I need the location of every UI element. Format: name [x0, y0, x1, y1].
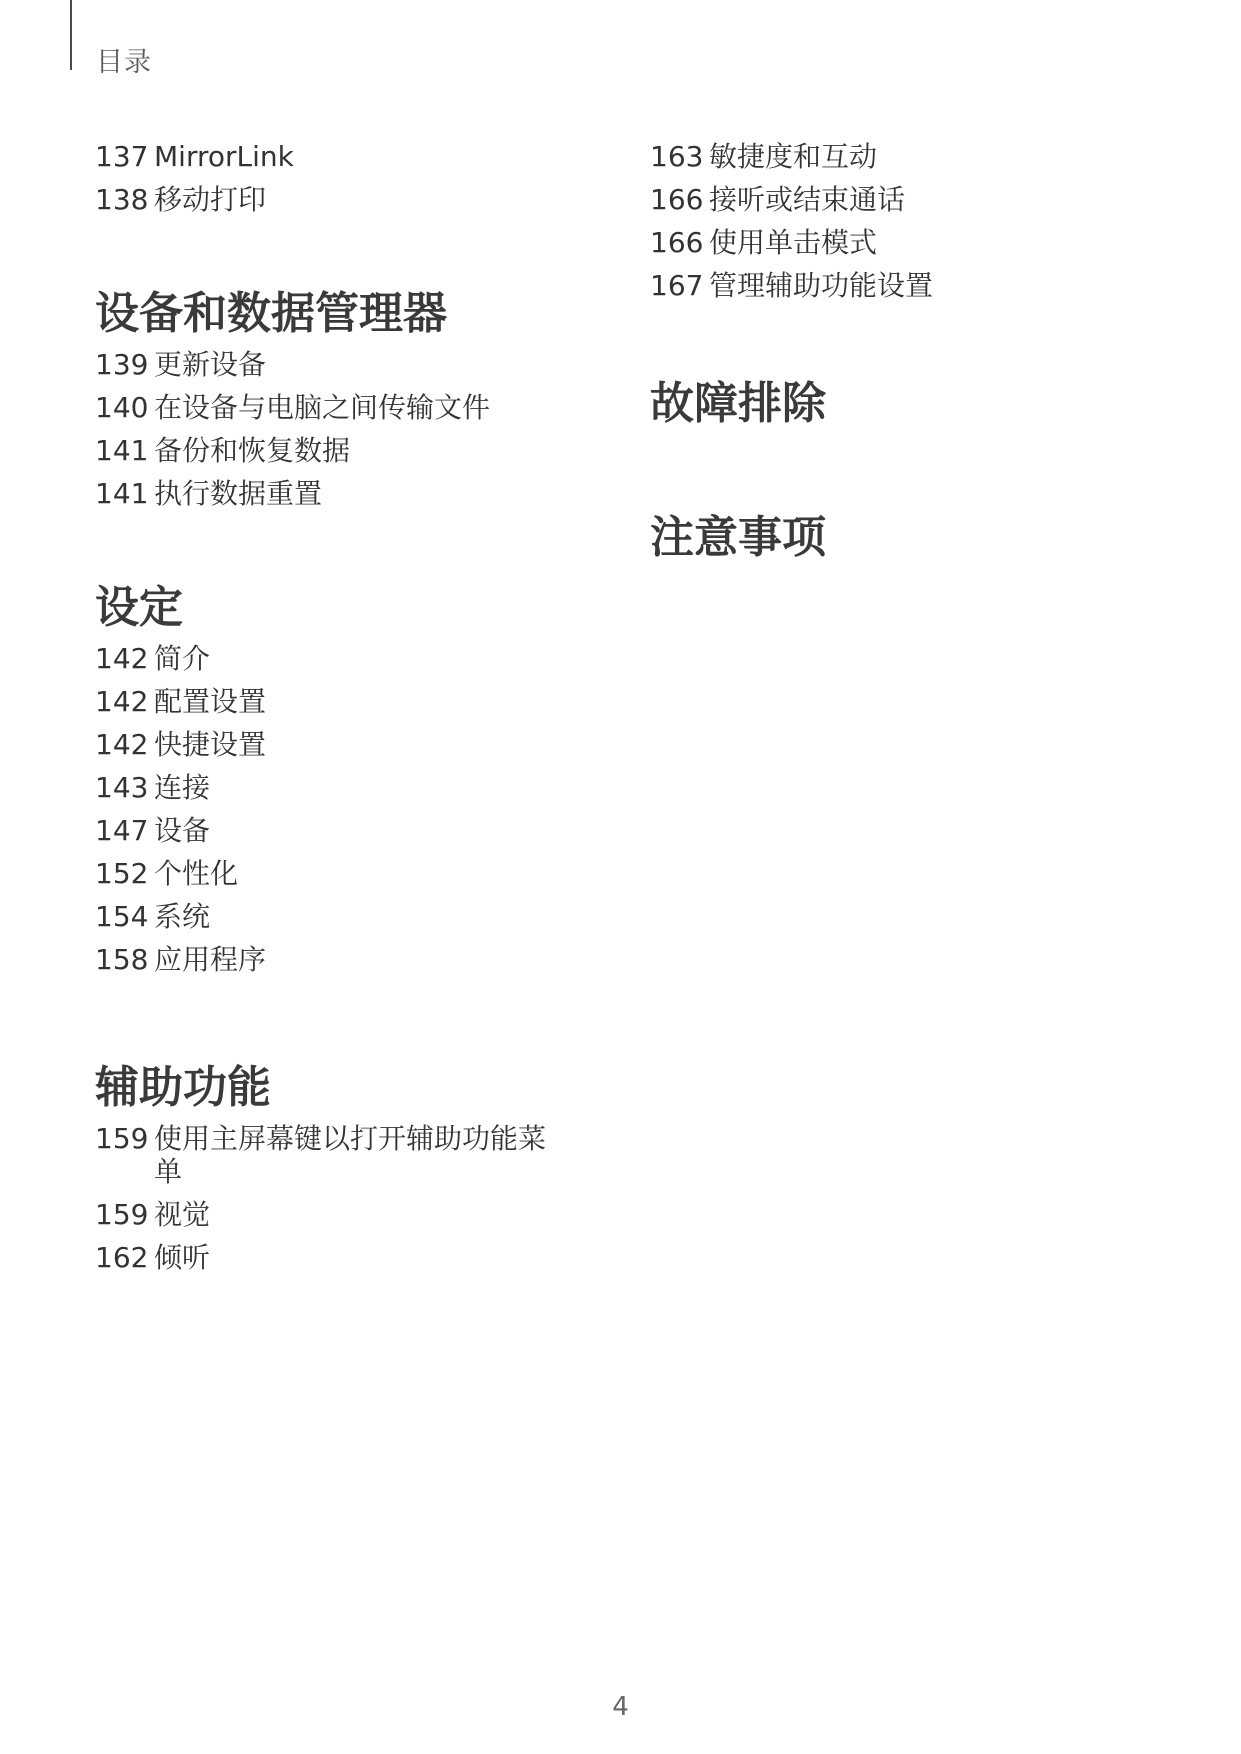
section-heading-accessibility[interactable]: 辅助功能 — [95, 1062, 271, 1113]
toc-entry-title: MirrorLink — [154, 140, 294, 173]
toc-entry-title: 执行数据重置 — [154, 477, 323, 510]
toc-entry-data-reset[interactable] — [95, 477, 615, 510]
toc-entry-title: 视觉 — [154, 1198, 211, 1231]
toc-entry-title: 配置设置 — [154, 685, 267, 718]
toc-page-number: 159 — [95, 1198, 149, 1231]
toc-entry-title: 系统 — [154, 900, 211, 933]
toc-entry-dexterity[interactable] — [650, 140, 1190, 173]
header-title: 目录 — [96, 47, 152, 78]
toc-entry-title: 管理辅助功能设置 — [709, 269, 934, 302]
toc-page-number: 158 — [95, 943, 149, 976]
toc-entry-title: 个性化 — [154, 857, 239, 890]
toc-page-number: 143 — [95, 771, 149, 804]
toc-entry-applications[interactable] — [95, 943, 615, 976]
toc-entry-hearing[interactable] — [95, 1241, 615, 1274]
toc-entry-title: 敏捷度和互动 — [709, 140, 878, 173]
toc-page-number: 152 — [95, 857, 149, 890]
toc-entry-answer-end-calls[interactable] — [650, 183, 1190, 216]
page-number: 4 — [612, 1692, 629, 1722]
toc-entry-home-key-accessibility[interactable] — [95, 1122, 565, 1188]
toc-page-number: 140 — [95, 391, 149, 424]
toc-entry-title: 倾听 — [154, 1241, 211, 1274]
toc-page-number: 162 — [95, 1241, 149, 1274]
toc-entry-title: 简介 — [154, 642, 211, 675]
toc-entry-mirrorlink[interactable] — [95, 140, 615, 173]
toc-page-number: 142 — [95, 728, 149, 761]
toc-page-number: 166 — [650, 183, 704, 216]
toc-left-column — [95, 140, 615, 1284]
toc-right-column — [650, 140, 1190, 566]
toc-entry-quick-settings[interactable] — [95, 728, 615, 761]
toc-entry-update-device[interactable] — [95, 348, 615, 381]
toc-entry-title: 更新设备 — [154, 348, 267, 381]
section-heading-device-data-manager[interactable]: 设备和数据管理器 — [95, 288, 447, 339]
toc-page-number: 141 — [95, 434, 149, 467]
toc-entry-title: 在设备与电脑之间传输文件 — [154, 391, 491, 424]
toc-entry-title: 快捷设置 — [154, 728, 267, 761]
toc-page-number: 139 — [95, 348, 149, 381]
toc-page-number: 137 — [95, 140, 149, 173]
toc-page-number: 159 — [95, 1122, 149, 1155]
toc-entry-title: 移动打印 — [154, 183, 267, 216]
section-heading-settings[interactable]: 设定 — [95, 582, 183, 633]
toc-entry-title: 连接 — [154, 771, 211, 804]
toc-entry-connections[interactable] — [95, 771, 615, 804]
toc-entry-manage-accessibility-settings[interactable] — [650, 269, 1190, 302]
toc-page-number: 141 — [95, 477, 149, 510]
toc-entry-single-tap-mode[interactable] — [650, 226, 1190, 259]
toc-entry-intro[interactable] — [95, 642, 615, 675]
toc-page-number: 147 — [95, 814, 149, 847]
toc-entry-title: 接听或结束通话 — [709, 183, 906, 216]
toc-entry-vision[interactable] — [95, 1198, 615, 1231]
toc-entry-personalization[interactable] — [95, 857, 615, 890]
section-heading-troubleshooting[interactable]: 故障排除 — [650, 378, 826, 429]
toc-entry-device[interactable] — [95, 814, 615, 847]
toc-entry-configure-settings[interactable] — [95, 685, 615, 718]
toc-page-number: 163 — [650, 140, 704, 173]
header-rule — [70, 0, 72, 70]
toc-entry-system[interactable] — [95, 900, 615, 933]
toc-page-number: 166 — [650, 226, 704, 259]
toc-entry-title: 备份和恢复数据 — [154, 434, 351, 467]
toc-entry-title: 使用主屏幕键以打开辅助功能菜单 — [154, 1122, 547, 1188]
toc-entry-backup-restore[interactable] — [95, 434, 615, 467]
toc-entry-title: 应用程序 — [154, 943, 267, 976]
toc-entry-mobile-print[interactable] — [95, 183, 615, 216]
toc-entry-transfer-files[interactable] — [95, 391, 615, 424]
toc-page-number: 138 — [95, 183, 149, 216]
toc-entry-title: 使用单击模式 — [709, 226, 878, 259]
toc-page-number: 142 — [95, 642, 149, 675]
toc-page-number: 167 — [650, 269, 704, 302]
toc-entry-title: 设备 — [154, 814, 211, 847]
section-heading-notes[interactable]: 注意事项 — [650, 512, 826, 563]
toc-page-number: 154 — [95, 900, 149, 933]
toc-page-number: 142 — [95, 685, 149, 718]
